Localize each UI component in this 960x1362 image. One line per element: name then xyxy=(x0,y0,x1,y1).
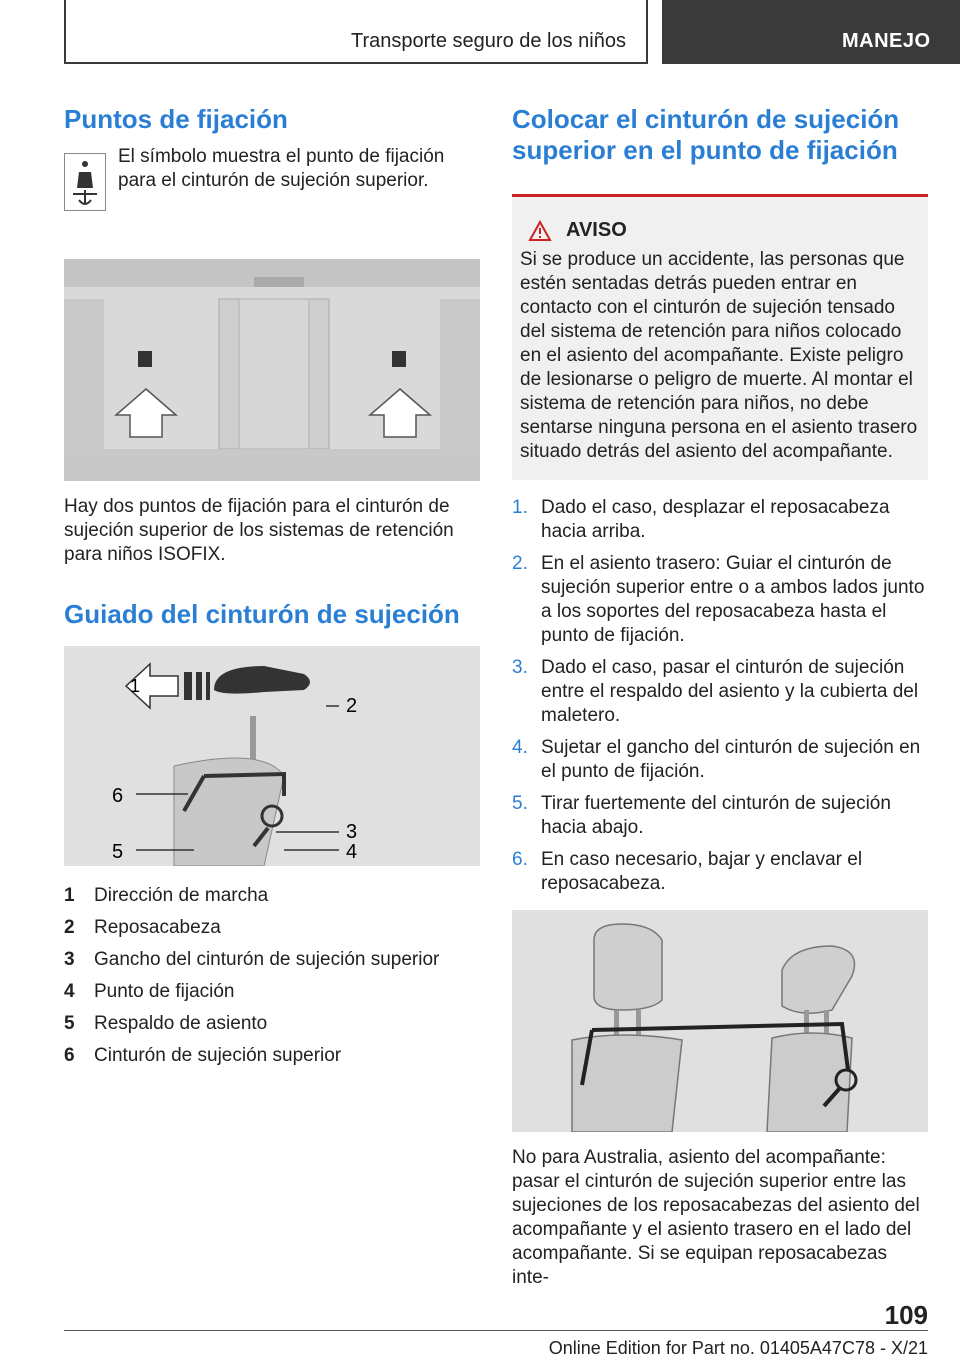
heading-anchor-points: Puntos de fijación xyxy=(64,104,288,134)
footer-divider xyxy=(64,1330,928,1331)
figure-legend xyxy=(64,880,480,1072)
legend-item: 4 Punto de fijación xyxy=(64,981,235,1002)
legend-item: 3 Gancho del cinturón de sujeción superior xyxy=(64,949,440,970)
warning-triangle-icon xyxy=(528,220,552,242)
warning-text: Si se produce un accidente, las personas que estén sentadas detrás pueden entrar en contacto con el cinturón de sujeción tensado del sistema de retención para niños colocado en el asiento del acompañante. Existe peligro de lesionarse o peligro de muerte. Al montar el sistema de retención para niños, no debe sentarse ninguna persona en el asiento trasero situado detrás del asiento del acompañante. xyxy=(520,249,918,462)
figure-label-6: 6 xyxy=(112,785,124,807)
page-number: 109 xyxy=(884,1300,928,1330)
legend-item: 1 Dirección de marcha xyxy=(64,885,269,906)
australia-note: No para Australia, asiento del acompañante: pasar el cinturón de sujeción superior entre las sujeciones de los reposacabezas del asiento del acompañante y el asiento trasero en el lado del acompañante. Si se equipan reposacabezas inte- xyxy=(512,1147,920,1288)
headrest-belt-figure xyxy=(512,910,928,1132)
step-item: 2. En el asiento trasero: Guiar el cinturón de sujeción superior entre o a ambos lados junto a los soportes del reposacabeza hasta el punto de fijación. xyxy=(512,553,925,646)
step-item: 3. Dado el caso, pasar el cinturón de sujeción entre el respaldo del asiento y la cubierta del maletero. xyxy=(512,657,919,726)
step-list xyxy=(512,496,928,896)
step-item: 1. Dado el caso, desplazar el reposacabeza hacia arriba. xyxy=(512,497,890,542)
step-item: 4. Sujetar el gancho del cinturón de sujeción en el punto de fijación. xyxy=(512,737,921,782)
figure-label-5: 5 xyxy=(112,841,124,863)
header-section-box xyxy=(64,0,648,64)
figure-label-2: 2 xyxy=(346,695,358,717)
anchor-points-description: Hay dos puntos de fijación para el cinturón de sujeción superior de los sistemas de retención para niños ISOFIX. xyxy=(64,496,454,565)
figure-label-4: 4 xyxy=(346,841,358,863)
header-section-title: Transporte seguro de los niños xyxy=(351,30,626,52)
legend-item: 6 Cinturón de sujeción superior xyxy=(64,1045,342,1066)
warning-header xyxy=(528,219,920,242)
footer-edition: Online Edition for Part no. 01405A47C78 - X/21 xyxy=(548,1338,928,1358)
legend-item: 5 Respaldo de asiento xyxy=(64,1013,268,1034)
right-column xyxy=(512,100,928,1290)
child-seat-anchor-icon xyxy=(64,153,106,211)
header-chapter-tab xyxy=(662,0,960,64)
belt-routing-figure xyxy=(64,646,480,866)
legend-item: 2 Reposacabeza xyxy=(64,917,221,938)
figure-label-1: 1 xyxy=(130,676,141,696)
trunk-anchor-figure xyxy=(64,259,480,481)
heading-attach-belt: Colocar el cinturón de sujeción superior en el punto de fijación xyxy=(512,104,900,165)
heading-belt-guiding: Guiado del cinturón de sujeción xyxy=(64,599,460,629)
step-item: 5. Tirar fuertemente del cinturón de sujeción hacia abajo. xyxy=(512,793,891,838)
header-chapter-title: MANEJO xyxy=(842,30,931,52)
left-column xyxy=(64,100,480,1072)
warning-title: AVISO xyxy=(566,219,627,241)
step-item: 6. En caso necesario, bajar y enclavar el reposacabeza. xyxy=(512,849,863,894)
warning-box xyxy=(512,194,928,480)
symbol-description: El símbolo muestra el punto de fijación para el cinturón de sujeción superior. xyxy=(118,146,445,191)
figure-label-3: 3 xyxy=(346,821,358,843)
symbol-row xyxy=(64,145,480,215)
